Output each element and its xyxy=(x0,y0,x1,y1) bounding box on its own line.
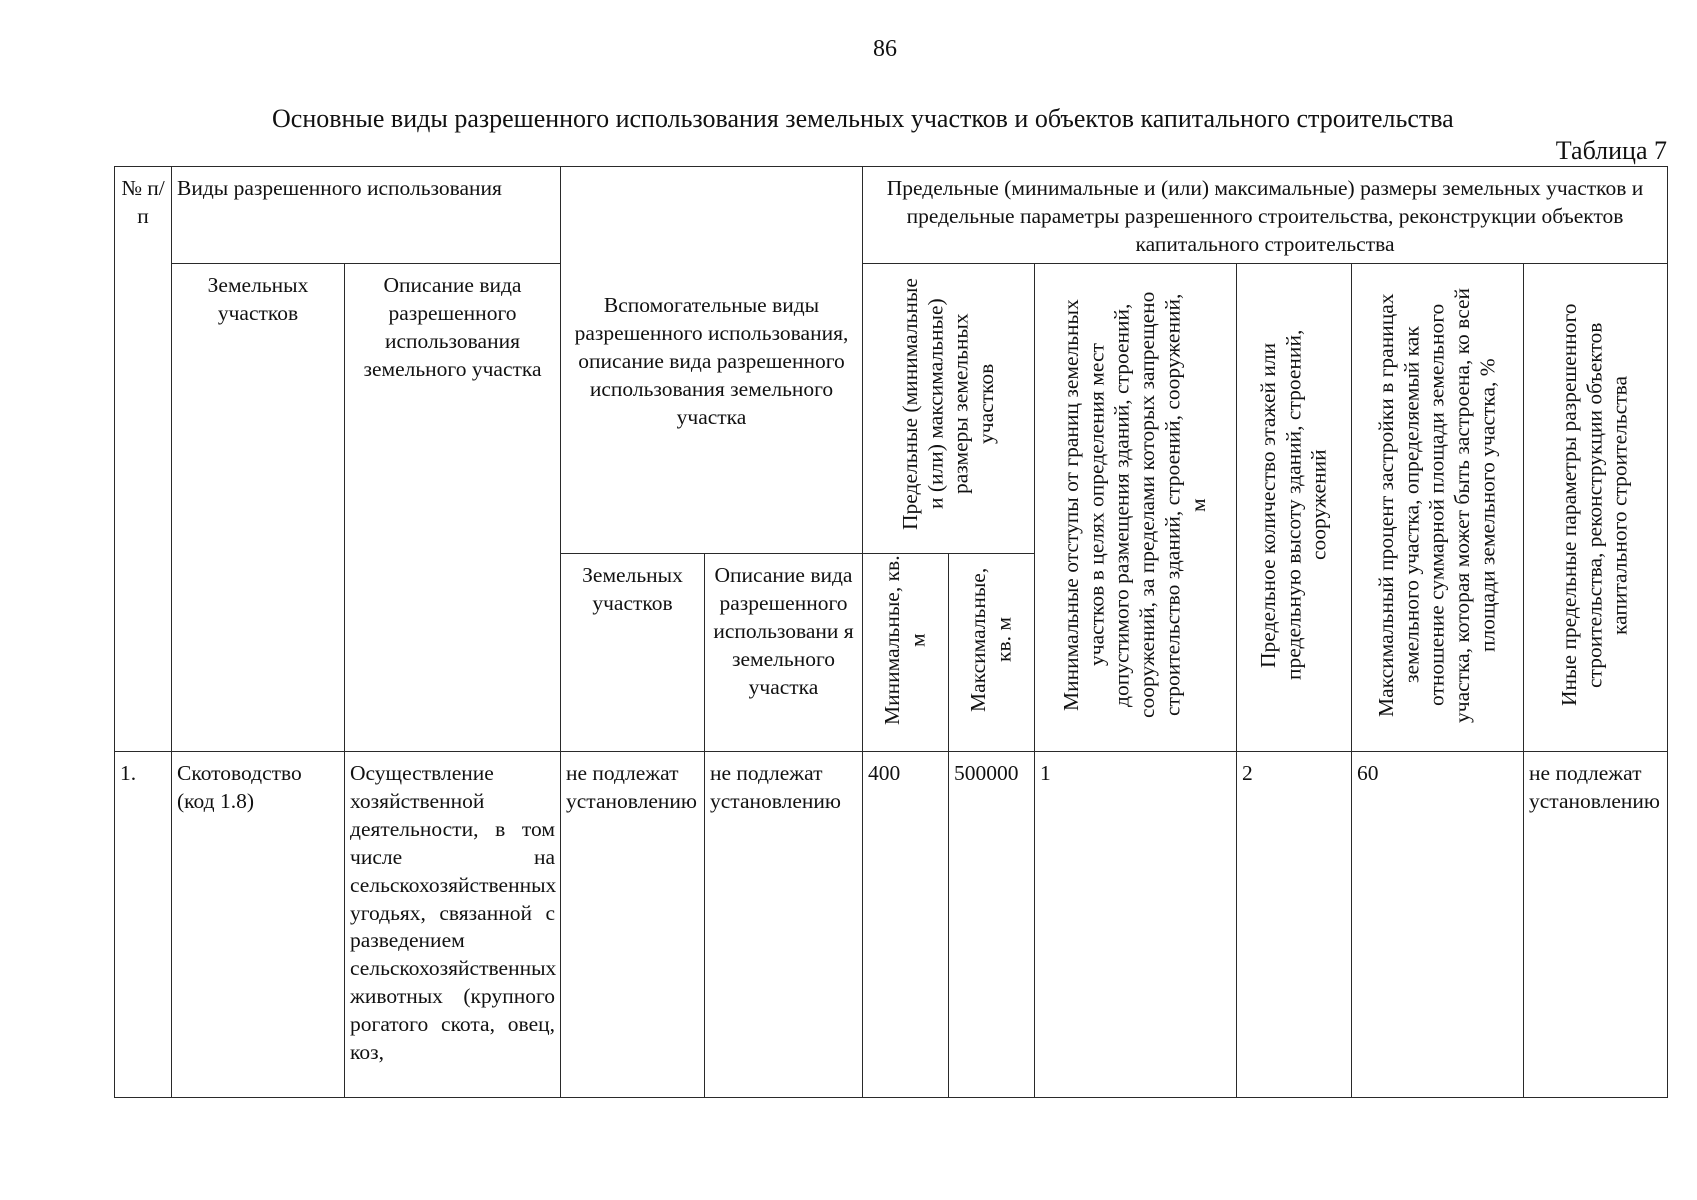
row-land-use: Скотоводство (код 1.8) xyxy=(172,751,345,1097)
header-floors xyxy=(1237,263,1352,751)
header-num: № п/п xyxy=(115,167,172,752)
row-description: Осуществление хозяйственной деятельности, в том числе на сельскохозяйственных угодьях, связанной с разведением сельскохозяйственных животных (крупного рогатого скота, овец, коз, xyxy=(345,751,561,1097)
header-min-area xyxy=(863,553,949,751)
table-row xyxy=(115,751,1668,1097)
document-title: Основные виды разрешенного использования земельных участков и объектов капитального строительства xyxy=(272,104,1454,133)
header-aux-description: Описание вида разрешенного использовани я земельного участка xyxy=(705,553,863,751)
page-number: 86 xyxy=(873,36,897,62)
row-setback: 1 xyxy=(1035,751,1237,1097)
row-floors: 2 xyxy=(1237,751,1352,1097)
header-max-area xyxy=(949,553,1035,751)
header-coverage-text: Максимальный процент застройки в границах земельного участка, определяемый как отношение суммарной площади земельного участка, которая может быть застроена, ко всей площади земельного участка, % xyxy=(1374,287,1500,723)
header-plot-sizes xyxy=(863,263,1035,553)
header-floors-text: Предельное количество этажей или предельную высоту зданий, строений, сооружений xyxy=(1255,329,1331,681)
header-min-area-text: Минимальные, кв. м xyxy=(880,555,930,725)
row-aux-land: не подлежат установлению xyxy=(561,751,705,1097)
header-max-area-text: Максимальные, кв. м xyxy=(966,567,1016,712)
header-land-plots: Земельных участков xyxy=(172,263,345,751)
row-num: 1. xyxy=(115,751,172,1097)
header-limits: Предельные (минимальные и (или) максимальные) размеры земельных участков и предельные параметры разрешенного строительства, реконструкции объектов капитального строительства xyxy=(863,167,1668,264)
header-coverage xyxy=(1352,263,1524,751)
row-other: не подлежат установлению xyxy=(1524,751,1668,1097)
row-coverage: 60 xyxy=(1352,751,1524,1097)
row-min-area: 400 xyxy=(863,751,949,1097)
header-other-params xyxy=(1524,263,1668,751)
header-use-description: Описание вида разрешенного использования земельного участка xyxy=(345,263,561,751)
land-use-table xyxy=(114,166,1668,1098)
header-main-uses: Виды разрешенного использования xyxy=(172,167,561,264)
row-aux-description: не подлежат установлению xyxy=(705,751,863,1097)
header-setbacks xyxy=(1035,263,1237,751)
header-setbacks-text: Минимальные отступы от границ земельных участков в целях определения мест допустимого размещения зданий, строений, сооружений, за пределами которых запрещено строительство зданий, строений, сооружений, м xyxy=(1059,291,1211,719)
header-aux-land-plots: Земельных участков xyxy=(561,553,705,751)
header-other-params-text: Иные предельные параметры разрешенного строительства, реконструкции объектов капитального строительства xyxy=(1557,303,1633,707)
header-aux-uses: Вспомогательные виды разрешенного использования, описание вида разрешенного использования земельного участка xyxy=(561,167,863,554)
row-max-area: 500000 xyxy=(949,751,1035,1097)
table-label: Таблица 7 xyxy=(1555,136,1667,165)
header-plot-sizes-text: Предельные (минимальные и (или) максимальные) размеры земельных участков xyxy=(897,278,998,531)
